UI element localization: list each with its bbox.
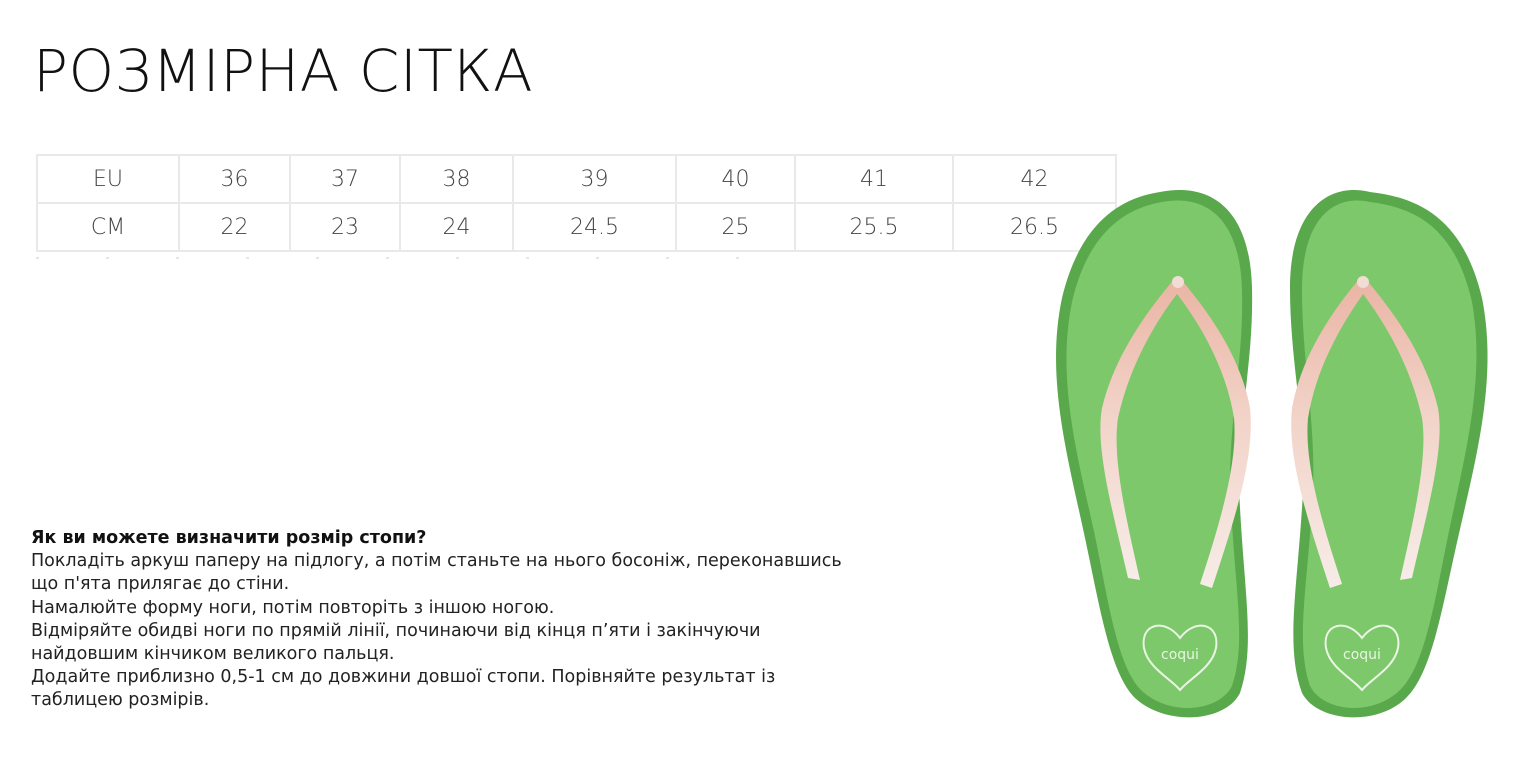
instruction-step: Відміряйте обидві ноги по прямій лінії, починаючи від кінця п’яти і закінчуючи найдовшим кінчиком великого пальця. bbox=[31, 620, 761, 665]
left-flip-flop bbox=[1056, 190, 1252, 717]
eu-size-cell: 41 bbox=[795, 155, 953, 203]
divider bbox=[36, 257, 756, 259]
cm-size-cell: 22 bbox=[179, 203, 290, 251]
cm-size-cell: 24.5 bbox=[513, 203, 676, 251]
instruction-step: Покладіть аркуш паперу на підлогу, а потім станьте на нього босоніж, переконавшись що п'ята прилягає до стіни. bbox=[31, 551, 842, 595]
eu-size-cell: 42 bbox=[953, 155, 1116, 203]
cm-size-cell: 23 bbox=[290, 203, 400, 251]
row-label-cm: CM bbox=[37, 203, 179, 251]
size-row-cm bbox=[37, 203, 1116, 251]
instruction-step: Додайте приблизно 0,5-1 см до довжини довшої стопи. Порівняйте результат із таблицею розмірів. bbox=[31, 667, 776, 711]
right-flip-flop bbox=[1290, 190, 1488, 717]
eu-size-cell: 38 bbox=[400, 155, 513, 203]
row-label-eu: EU bbox=[37, 155, 179, 203]
brand-logo-text: coqui bbox=[1343, 647, 1381, 663]
cm-size-cell: 26.5 bbox=[953, 203, 1116, 251]
instruction-step: Намалюйте форму ноги, потім повторіть з іншою ногою. bbox=[31, 597, 555, 618]
size-row-eu bbox=[37, 155, 1116, 203]
instructions-question: Як ви можете визначити розмір стопи? bbox=[31, 528, 427, 548]
cm-size-cell: 25.5 bbox=[795, 203, 953, 251]
measuring-instructions bbox=[31, 527, 871, 713]
flip-flops-image bbox=[1040, 178, 1510, 738]
cm-size-cell: 25 bbox=[676, 203, 795, 251]
eu-size-cell: 36 bbox=[179, 155, 290, 203]
eu-size-cell: 37 bbox=[290, 155, 400, 203]
size-table bbox=[36, 154, 1117, 252]
eu-size-cell: 40 bbox=[676, 155, 795, 203]
eu-size-cell: 39 bbox=[513, 155, 676, 203]
brand-logo-text: coqui bbox=[1161, 647, 1199, 663]
cm-size-cell: 24 bbox=[400, 203, 513, 251]
page-title: РОЗМІРНА СІТКА bbox=[33, 37, 534, 105]
